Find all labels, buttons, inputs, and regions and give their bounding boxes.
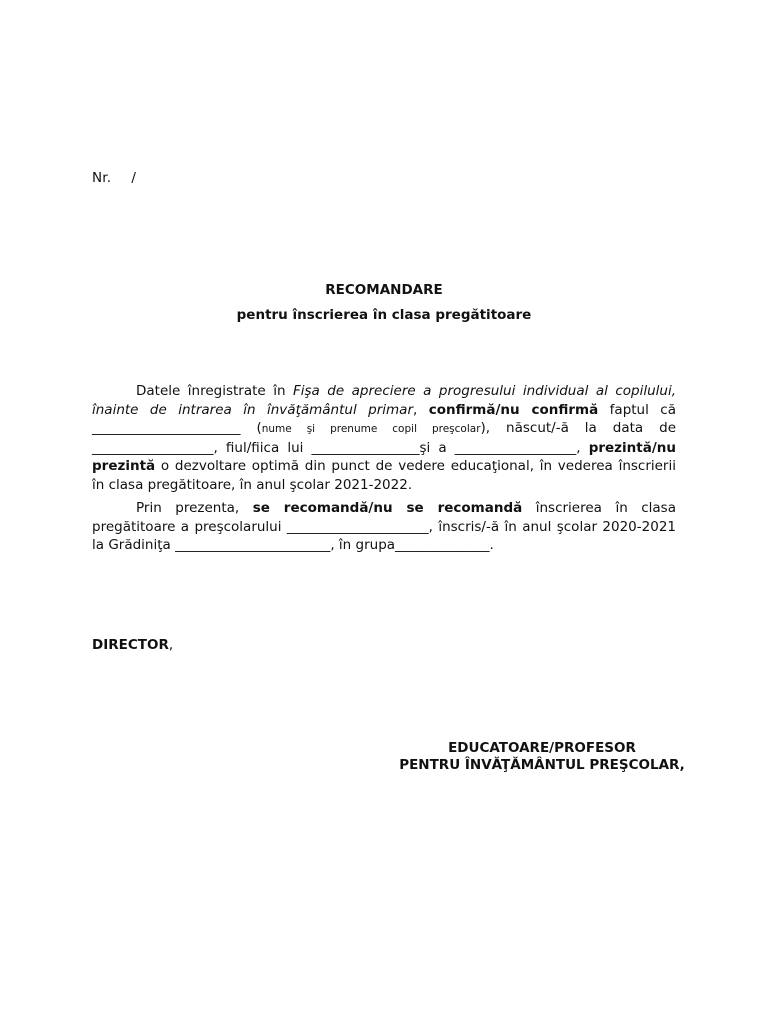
para2-text-3: înscrierea în clasa pregătitoare a preşcolarului _____________________, înscris/-ă în anul şcolar 2020-2021 la Grădiniţa _______________________, în grupa______________.	[92, 500, 676, 553]
para2-text-1: Prin prezenta,	[136, 500, 253, 516]
document-title: RECOMANDARE	[325, 282, 443, 298]
para1-text-5: faptul că ______________________ (	[92, 401, 676, 436]
paragraph-recommendation	[92, 499, 676, 555]
para1-text-3: ,	[413, 401, 429, 418]
para1-confirm-choice: confirmă/nu confirmă	[428, 401, 599, 418]
teacher-signature-line-2: PENTRU ÎNVĂŢĂMÂNTUL PREŞCOLAR,	[399, 757, 685, 773]
para1-text-9: o dezvoltare optimă din punct de vedere educaţional, în vederea înscrierii în clasa pregătitoare, în anul şcolar 2021-2022.	[92, 458, 676, 493]
director-comma: ,	[168, 637, 174, 653]
nr-label: Nr.	[92, 170, 112, 186]
para1-text-1: Datele înregistrate în	[136, 383, 293, 399]
document-subtitle: pentru înscrierea în clasa pregătitoare	[236, 307, 532, 323]
director-title: DIRECTOR	[92, 637, 169, 653]
para1-italic-form-name: Fişa de apreciere a progresului individual al copilului, înainte de intrarea în învăţământul primar	[92, 383, 676, 418]
para2-recommend-choice: se recomandă/nu se recomandă	[252, 500, 523, 516]
director-signature-label	[92, 637, 173, 653]
paragraph-confirmation	[92, 382, 676, 494]
para1-name-hint: nume şi prenume copil preşcolar	[261, 423, 481, 435]
registration-number	[92, 170, 136, 186]
para1-text-7: ), născut/-ă la data de __________________, fiul/fiica lui ________________şi a __________________,	[92, 420, 676, 456]
nr-slash: /	[131, 170, 137, 186]
teacher-signature-line-1: EDUCATOARE/PROFESOR	[448, 740, 636, 756]
para1-presents-choice: prezintă/nu prezintă	[92, 439, 676, 474]
